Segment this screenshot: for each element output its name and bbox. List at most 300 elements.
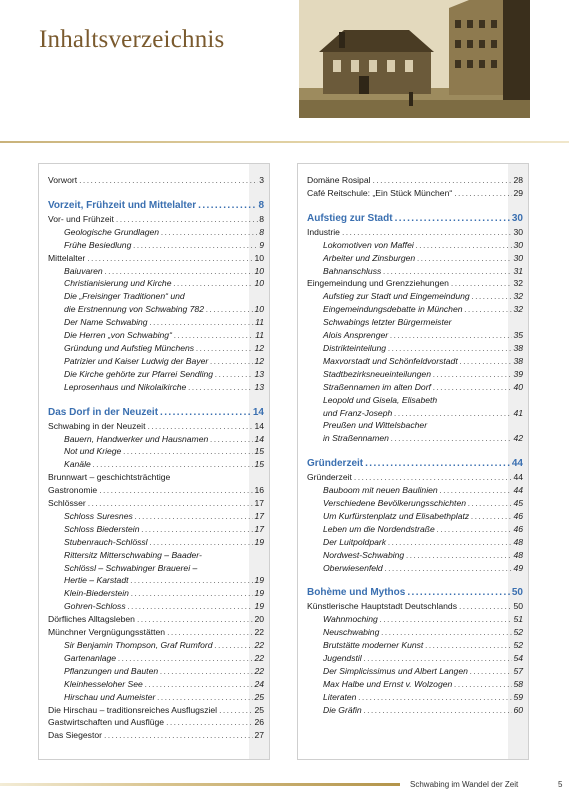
toc-subentry[interactable]: [307, 665, 523, 678]
toc-entry-title: und Franz-Joseph: [323, 407, 393, 418]
toc-dot-leader: [128, 574, 253, 587]
toc-entry-title: Schwabing in der Neuzeit: [48, 420, 146, 431]
toc-page-number: 48: [513, 549, 523, 560]
toc-entry-title: Dörfliches Alltagsleben: [48, 614, 135, 625]
toc-entry-title: Vorzeit, Frühzeit und Mittelalter: [48, 199, 197, 211]
toc-page-number: 24: [254, 678, 264, 689]
toc-dot-leader: [452, 678, 512, 691]
toc-subentry[interactable]: [48, 652, 264, 665]
toc-entry-title: Die Hirschau – traditionsreiches Ausflugsziel: [48, 704, 218, 715]
toc-page-number: 60: [513, 704, 523, 715]
toc-entry-title: Lokomotiven von Maffei: [323, 239, 414, 250]
toc-dot-leader: [194, 342, 253, 355]
toc-entry-title: Das Dorf in der Neuzeit: [48, 406, 159, 418]
toc-dot-leader: [139, 523, 253, 536]
toc-entry-title: Domäne Rosipal: [307, 175, 371, 185]
toc-entry-title: Stubenrauch-Schlössl: [64, 536, 148, 547]
toc-page-number: 28: [513, 175, 523, 185]
toc-dot-leader: [356, 691, 512, 704]
toc-dot-leader: [86, 497, 254, 510]
toc-dot-leader: [172, 329, 254, 342]
toc-dot-leader: [102, 729, 253, 742]
toc-entry-title: Maxvorstadt und Schönfeldvorstadt: [323, 355, 458, 366]
toc-subentry[interactable]: [48, 523, 264, 536]
toc-dot-leader: [389, 432, 513, 445]
toc-page-number: 40: [513, 381, 523, 392]
toc-page-number: 46: [513, 523, 523, 534]
toc-dot-leader: [77, 174, 258, 187]
toc-page-number: 27: [254, 730, 264, 741]
toc-spacer: [48, 394, 264, 405]
toc-entry-title: Verschiedene Bevölkerungsschichten: [323, 498, 466, 509]
toc-entry-title: Die Kirche gehörte zur Pfarrei Sendling: [64, 368, 214, 379]
toc-dot-leader: [186, 381, 253, 394]
toc-entry[interactable]: [307, 277, 523, 290]
toc-dot-leader: [468, 665, 513, 678]
toc-entry-title: Gründung und Aufstieg Münchens: [64, 342, 195, 353]
toc-subentry[interactable]: [307, 342, 523, 355]
toc-page-number: 38: [513, 342, 523, 353]
toc-subentry[interactable]: [48, 639, 264, 652]
toc-dot-leader: [466, 497, 512, 510]
toc-dot-leader: [135, 613, 253, 626]
toc-chapter-heading[interactable]: [48, 405, 264, 420]
toc-subentry[interactable]: [48, 329, 264, 342]
toc-page-number: 57: [513, 666, 523, 676]
toc-dot-leader: [213, 639, 254, 652]
toc-entry-title: Frühe Besiedlung: [64, 239, 132, 250]
toc-page-number: 19: [254, 588, 264, 599]
toc-entry-title: Brunnwart – geschichtsträchtige: [48, 472, 171, 483]
toc-entry-title: Gastronomie: [48, 485, 98, 496]
toc-subentry[interactable]: [307, 497, 523, 510]
toc-page-number: 10: [254, 252, 264, 263]
toc-page-number: 30: [513, 252, 523, 263]
toc-page-number: 49: [513, 562, 523, 573]
toc-entry-title: Patrizier und Kaiser Ludwig der Bayer: [64, 355, 209, 366]
toc-page-number: 8: [258, 199, 264, 211]
toc-page-number: 50: [511, 587, 523, 599]
toc-entry-title: Eingemeindung und Grenzziehungen: [307, 278, 449, 289]
toc-entry-title: Straßennamen im alten Dorf: [323, 381, 431, 392]
toc-page-number: 46: [513, 510, 523, 521]
toc-page-number: 16: [254, 485, 264, 496]
toc-page-number: 22: [254, 640, 264, 650]
toc-subentry-line[interactable]: [307, 316, 523, 329]
toc-subentry-line[interactable]: [48, 549, 264, 562]
toc-entry-title: Um Kurfürstenplatz und Elisabethplatz: [323, 510, 470, 521]
toc-subentry-line[interactable]: [48, 562, 264, 575]
toc-dot-leader: [457, 600, 512, 613]
toc-page-number: 19: [254, 536, 264, 547]
toc-entry-title: Kleinhesseloher See: [64, 678, 143, 689]
toc-entry-title: Preußen und Wittelsbacher: [323, 420, 428, 431]
toc-dot-leader: [414, 239, 513, 252]
toc-entry-title: Christianisierung und Kirche: [64, 278, 172, 289]
toc-entry-title: Gründerzeit: [307, 458, 364, 470]
toc-dot-leader: [131, 239, 258, 252]
toc-page-number: 35: [513, 330, 523, 341]
toc-dot-leader: [340, 226, 512, 239]
toc-page-number: 22: [254, 665, 264, 676]
toc-entry-title: Hirschau und Aumeister: [64, 691, 156, 702]
toc-page-number: 8: [259, 226, 264, 237]
toc-page-number: 19: [254, 601, 264, 612]
toc-entry-title: Wahnmoching: [323, 614, 378, 625]
toc-page-number: 22: [254, 627, 264, 638]
toc-dot-leader: [148, 536, 254, 549]
toc-dot-leader: [379, 626, 512, 639]
toc-dot-leader: [463, 303, 513, 316]
toc-subentry[interactable]: [48, 239, 264, 252]
toc-dot-leader: [103, 265, 254, 278]
toc-subentry[interactable]: [48, 678, 264, 691]
page-title: Inhaltsverzeichnis: [39, 26, 225, 53]
toc-entry-title: Schlösser: [48, 498, 86, 509]
toc-entry-title: Schloss Biederstein: [64, 523, 140, 534]
toc-subentry[interactable]: [307, 239, 523, 252]
header-rule: [0, 141, 569, 143]
toc-page-number: 59: [513, 691, 523, 702]
toc-page-number: 11: [255, 317, 264, 328]
toc-page-number: 32: [513, 291, 523, 302]
toc-subentry[interactable]: [307, 265, 523, 278]
toc-dot-leader: [452, 187, 512, 200]
toc-entry-title: Brutstätte moderner Kunst: [323, 640, 424, 651]
toc-subentry[interactable]: [307, 432, 523, 445]
toc-entry[interactable]: [307, 471, 523, 484]
toc-entry-title: Bauboom mit neuen Baulinien: [323, 485, 438, 496]
toc-entry-title: Aufstieg zur Stadt: [307, 212, 393, 224]
toc-entry-title: Gohren-Schloss: [64, 601, 126, 612]
toc-entry[interactable]: [48, 471, 264, 484]
toc-subentry[interactable]: [307, 549, 523, 562]
toc-page-number: 44: [513, 485, 523, 496]
toc-subentry[interactable]: [48, 433, 264, 446]
toc-dot-leader: [114, 213, 258, 226]
toc-chapter-heading[interactable]: [48, 198, 264, 213]
toc-dot-leader: [217, 704, 253, 717]
toc-dot-leader: [458, 355, 513, 368]
toc-dot-leader: [159, 226, 258, 239]
toc-page-number: 52: [513, 627, 523, 638]
toc-entry-title: Bauern, Handwerker und Hausnamen: [64, 433, 209, 444]
toc-entry-title: Münchner Vergnügungsstätten: [48, 627, 166, 638]
toc-subentry[interactable]: [48, 355, 264, 368]
toc-page-number: 54: [513, 653, 523, 664]
toc-entry-title: Die Herren „von Schwabing“: [64, 330, 172, 341]
toc-entry-title: Gartenanlage: [64, 652, 117, 663]
toc-entry-title: Die „Freisinger Traditionen“ und: [64, 291, 185, 302]
toc-page-number: 17: [254, 510, 264, 521]
toc-subentry[interactable]: [48, 510, 264, 523]
toc-dot-leader: [171, 277, 253, 290]
toc-page-number: 41: [513, 407, 523, 418]
toc-page-number: 38: [513, 355, 523, 366]
toc-dot-leader: [423, 639, 512, 652]
toc-dot-leader: [97, 484, 253, 497]
toc-page-number: 14: [254, 420, 264, 431]
toc-subentry[interactable]: [48, 303, 264, 316]
toc-spacer: [307, 200, 523, 211]
toc-entry-title: Leben um die Nordendstraße: [323, 523, 435, 534]
toc-dot-leader: [126, 600, 254, 613]
toc-entry-title: Neuschwabing: [323, 627, 380, 638]
toc-subentry[interactable]: [307, 329, 523, 342]
toc-subentry-line[interactable]: [307, 419, 523, 432]
toc-subentry[interactable]: [48, 342, 264, 355]
toc-left-list: [48, 174, 264, 742]
toc-page-number: 30: [513, 226, 523, 237]
toc-entry-title: Bohème und Mythos: [307, 587, 406, 599]
toc-page-number: 48: [513, 536, 523, 547]
toc-dot-leader: [165, 626, 253, 639]
toc-subentry[interactable]: [48, 458, 264, 471]
toc-entry-title: Schwabings letzter Bürgermeister: [323, 317, 452, 328]
toc-entry-title: Schlössl – Schwabinger Brauerei –: [64, 562, 198, 573]
toc-subentry[interactable]: [48, 665, 264, 678]
toc-dot-leader: [405, 585, 511, 600]
toc-subentry[interactable]: [307, 303, 523, 316]
toc-subentry[interactable]: [307, 562, 523, 575]
toc-page-number: 10: [254, 278, 264, 289]
toc-entry-title: Geologische Grundlagen: [64, 226, 160, 237]
building-photo-icon: [299, 0, 530, 118]
toc-entry[interactable]: [48, 613, 264, 626]
toc-entry-title: Das Siegestor: [48, 730, 102, 741]
toc-entry[interactable]: [48, 729, 264, 742]
toc-dot-leader: [129, 587, 253, 600]
toc-dot-leader: [116, 652, 253, 665]
toc-dot-leader: [85, 252, 253, 265]
toc-spacer: [307, 445, 523, 456]
toc-dot-leader: [362, 652, 513, 665]
toc-page-number: 17: [254, 498, 264, 509]
toc-entry-title: Industrie: [307, 226, 340, 237]
toc-entry[interactable]: [48, 252, 264, 265]
toc-entry-title: Hertie – Karstadt: [64, 575, 129, 586]
toc-page-number: 32: [513, 304, 523, 315]
toc-entry-title: Pflanzungen und Bauten: [64, 665, 159, 676]
toc-dot-leader: [378, 613, 513, 626]
toc-dot-leader: [158, 665, 253, 678]
toc-subentry[interactable]: [307, 678, 523, 691]
toc-subentry[interactable]: [48, 381, 264, 394]
toc-entry-title: Gründerzeit: [307, 472, 352, 483]
toc-entry[interactable]: [307, 600, 523, 613]
toc-dot-leader: [386, 342, 512, 355]
toc-entry-title: Rittersitz Mitterschwabing – Baader-: [64, 549, 202, 560]
toc-chapter-heading[interactable]: [307, 585, 523, 600]
toc-subentry[interactable]: [307, 355, 523, 368]
toc-entry-title: Leopold und Gisela, Elisabeth: [323, 394, 438, 405]
toc-dot-leader: [213, 368, 253, 381]
toc-entry-title: Aufstieg zur Stadt und Eingemeindung: [323, 291, 470, 302]
toc-subentry[interactable]: [48, 277, 264, 290]
toc-subentry[interactable]: [48, 691, 264, 704]
toc-dot-leader: [352, 471, 513, 484]
toc-dot-leader: [145, 420, 253, 433]
toc-dot-leader: [393, 211, 511, 226]
toc-page-number: 10: [254, 304, 264, 315]
toc-dot-leader: [383, 562, 513, 575]
toc-dot-leader: [392, 407, 512, 420]
toc-entry-title: Die Gräfin: [323, 704, 362, 715]
toc-entry-title: Sir Benjamin Thompson, Graf Rumford: [64, 640, 213, 650]
footer-rule: [0, 783, 400, 786]
toc-page-number: 20: [254, 614, 264, 625]
toc-entry[interactable]: [48, 626, 264, 639]
toc-page-number: 58: [513, 678, 523, 689]
toc-subentry[interactable]: [307, 536, 523, 549]
toc-entry[interactable]: [307, 226, 523, 239]
toc-subentry[interactable]: [307, 691, 523, 704]
toc-dot-leader: [208, 433, 253, 446]
toc-entry-title: Mittelalter: [48, 252, 86, 263]
toc-subentry[interactable]: [48, 445, 264, 458]
toc-page-number: 19: [254, 575, 264, 586]
toc-entry-title: Not und Kriege: [64, 446, 122, 457]
toc-subentry[interactable]: [48, 536, 264, 549]
toc-chapter-heading[interactable]: [307, 456, 523, 471]
toc-subentry[interactable]: [48, 368, 264, 381]
toc-entry[interactable]: [48, 420, 264, 433]
toc-page-number: 50: [513, 601, 523, 612]
toc-page-number: 29: [513, 187, 523, 198]
toc-entry-title: Gastwirtschaften und Ausflüge: [48, 717, 165, 728]
toc-spacer: [48, 187, 264, 198]
toc-page-number: 30: [511, 212, 523, 224]
toc-entry-title: Oberwiesenfeld: [323, 562, 383, 573]
toc-page-number: 22: [254, 652, 264, 663]
toc-page-number: 8: [259, 213, 264, 224]
toc-page-number: 51: [513, 614, 523, 625]
toc-entry[interactable]: [307, 187, 523, 200]
toc-entry-title: Vor- und Frühzeit: [48, 213, 114, 224]
toc-entry-title: Alois Ansprenger: [323, 330, 389, 341]
toc-entry-title: Jugendstil: [323, 653, 362, 664]
toc-subentry[interactable]: [307, 639, 523, 652]
toc-entry-title: Der Luitpoldpark: [323, 536, 387, 547]
toc-dot-leader: [363, 456, 511, 471]
toc-page-number: 3: [259, 175, 264, 185]
toc-page-number: 26: [254, 717, 264, 728]
toc-page-number: 52: [513, 640, 523, 651]
toc-entry-title: Literaten: [323, 691, 357, 702]
toc-subentry[interactable]: [307, 381, 523, 394]
toc-dot-leader: [431, 381, 512, 394]
toc-dot-leader: [91, 458, 254, 471]
toc-entry[interactable]: [307, 174, 523, 187]
toc-subentry-line[interactable]: [48, 290, 264, 303]
toc-page-number: 45: [513, 498, 523, 509]
toc-dot-leader: [470, 290, 513, 303]
toc-entry-title: Der Name Schwabing: [64, 317, 148, 328]
toc-entry[interactable]: [48, 213, 264, 226]
toc-page-number: 10: [254, 265, 264, 276]
toc-dot-leader: [386, 536, 512, 549]
toc-page-number: 17: [254, 523, 264, 534]
toc-entry[interactable]: [48, 716, 264, 729]
toc-subentry[interactable]: [307, 252, 523, 265]
toc-entry-title: Baiuvaren: [64, 265, 103, 276]
toc-entry[interactable]: [48, 704, 264, 717]
toc-entry-title: in Straßennamen: [323, 433, 389, 444]
toc-dot-leader: [381, 265, 512, 278]
toc-chapter-heading[interactable]: [307, 211, 523, 226]
toc-page-number: 13: [254, 381, 264, 392]
toc-subentry[interactable]: [48, 316, 264, 329]
toc-entry-title: Kanäle: [64, 459, 91, 470]
toc-entry-title: Distrikteinteilung: [323, 342, 387, 353]
toc-entry-title: Arbeiter und Zinsburgen: [323, 252, 416, 263]
toc-dot-leader: [435, 523, 513, 536]
toc-right-list: [307, 174, 523, 717]
toc-entry-title: Café Reitschule: „Ein Stück München“: [307, 187, 453, 198]
toc-subentry-line[interactable]: [307, 394, 523, 407]
toc-page-number: 44: [511, 458, 523, 470]
toc-subentry[interactable]: [48, 265, 264, 278]
toc-dot-leader: [362, 704, 513, 717]
toc-subentry[interactable]: [307, 510, 523, 523]
toc-dot-leader: [143, 678, 254, 691]
toc-subentry[interactable]: [307, 368, 523, 381]
toc-dot-leader: [449, 277, 513, 290]
toc-subentry[interactable]: [48, 587, 264, 600]
toc-subentry[interactable]: [307, 652, 523, 665]
toc-column-right: [297, 163, 529, 760]
toc-page-number: 39: [513, 368, 523, 379]
toc-entry[interactable]: [48, 174, 264, 187]
toc-page-number: 13: [254, 368, 264, 379]
toc-subentry[interactable]: [307, 626, 523, 639]
toc-subentry[interactable]: [307, 290, 523, 303]
toc-entry-title: Künstlerische Hauptstadt Deutschlands: [307, 601, 457, 612]
toc-page-number: 32: [513, 278, 523, 289]
toc-subentry[interactable]: [307, 407, 523, 420]
toc-dot-leader: [469, 510, 512, 523]
toc-subentry[interactable]: [48, 600, 264, 613]
toc-page-number: 15: [254, 446, 264, 457]
toc-page-number: 9: [259, 239, 264, 250]
toc-entry-title: Schloss Suresnes: [64, 510, 133, 521]
toc-subentry[interactable]: [48, 574, 264, 587]
toc-dot-leader: [371, 174, 513, 187]
toc-subentry[interactable]: [307, 613, 523, 626]
toc-entry-title: Bahnanschluss: [323, 265, 382, 276]
toc-entry[interactable]: [48, 484, 264, 497]
toc-subentry[interactable]: [307, 704, 523, 717]
toc-dot-leader: [158, 405, 252, 420]
toc-column-left: [38, 163, 270, 760]
toc-entry-title: die Erstnennung von Schwabing 782: [64, 304, 204, 315]
toc-entry[interactable]: [48, 497, 264, 510]
toc-dot-leader: [415, 252, 512, 265]
toc-subentry[interactable]: [307, 523, 523, 536]
toc-page-number: 12: [254, 342, 264, 353]
toc-dot-leader: [155, 691, 253, 704]
toc-entry-title: Eingemeindungsdebatte in München: [323, 304, 463, 315]
toc-page-number: 44: [513, 472, 523, 483]
toc-entry-title: Klein-Biederstein: [64, 588, 129, 599]
toc-dot-leader: [121, 445, 253, 458]
toc-dot-leader: [208, 355, 253, 368]
toc-spacer: [307, 574, 523, 585]
toc-entry-title: Der Simplicissimus und Albert Langen: [323, 666, 468, 676]
toc-page-number: 14: [252, 406, 264, 418]
toc-subentry[interactable]: [307, 484, 523, 497]
toc-subentry[interactable]: [48, 226, 264, 239]
